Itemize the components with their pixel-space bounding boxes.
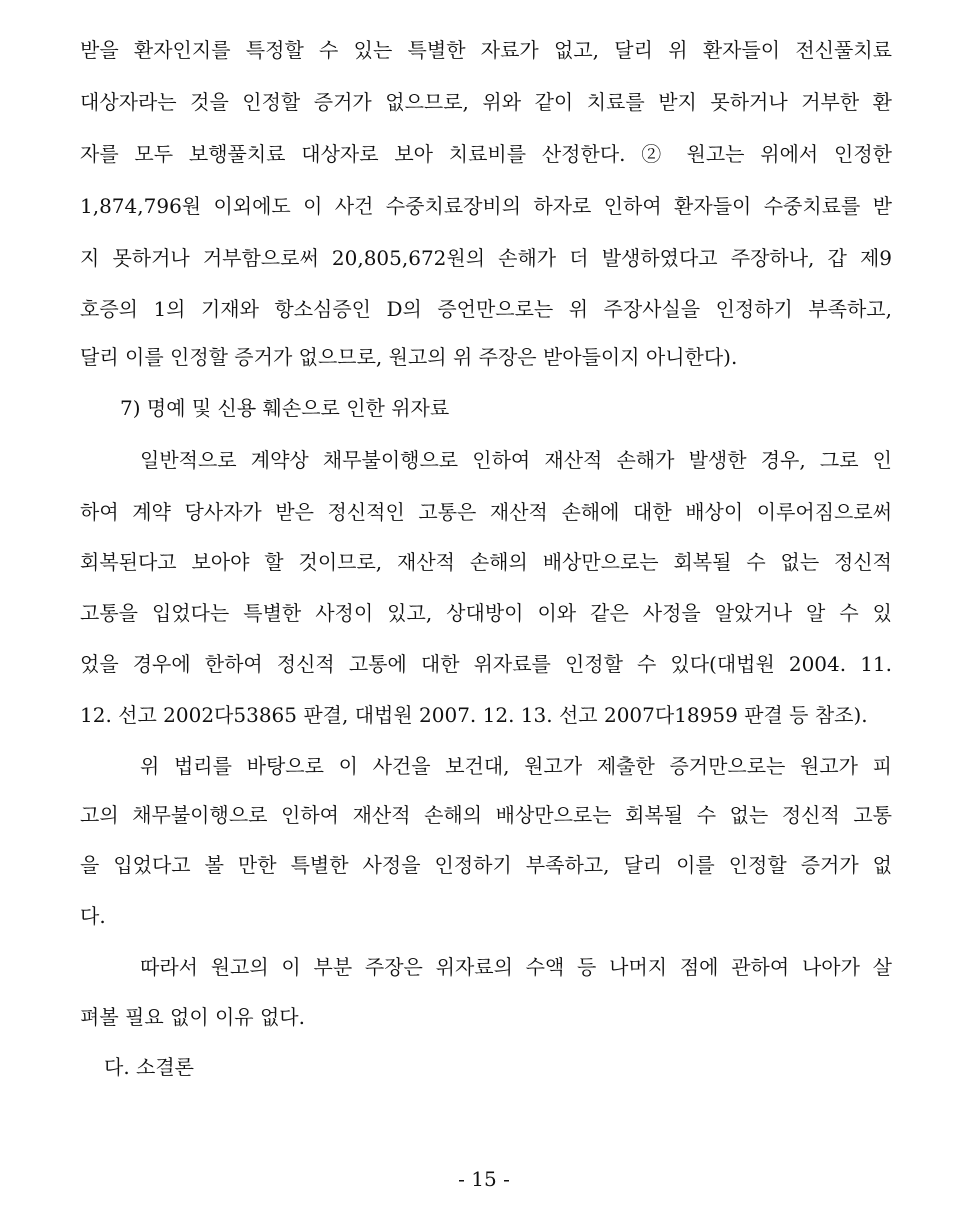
text-line: 하여 계약 당사자가 받은 정신적인 고통은 재산적 손해에 대한 배상이 이루어짐으로써 bbox=[80, 500, 892, 524]
text-line: 자를 모두 보행풀치료 대상자로 보아 치료비를 산정한다. ② 원고는 위에서 인정한 bbox=[80, 142, 892, 166]
text-line: 따라서 원고의 이 부분 주장은 위자료의 수액 등 나머지 점에 관하여 나아가 살 bbox=[140, 955, 892, 979]
text-line: 을 입었다고 볼 만한 특별한 사정을 인정하기 부족하고, 달리 이를 인정할 증거가 없 bbox=[80, 853, 892, 877]
text-line: 다. bbox=[80, 904, 106, 928]
page-number: - 15 - bbox=[458, 1167, 510, 1191]
text-line: 12. 선고 2002다53865 판결, 대법원 2007. 12. 13. 선고 2007다18959 판결 등 참조). bbox=[80, 703, 868, 727]
text-line: 지 못하거나 거부함으로써 20,805,672원의 손해가 더 발생하였다고 주장하나, 갑 제9 bbox=[80, 246, 892, 270]
text-line: 회복된다고 보아야 할 것이므로, 재산적 손해의 배상만으로는 회복될 수 없는 정신적 bbox=[80, 550, 892, 574]
text-line: 호증의 1의 기재와 항소심증인 D의 증언만으로는 위 주장사실을 인정하기 부족하고, bbox=[80, 297, 892, 321]
text-line: 위 법리를 바탕으로 이 사건을 보건대, 원고가 제출한 증거만으로는 원고가 피 bbox=[140, 754, 892, 778]
text-line: 었을 경우에 한하여 정신적 고통에 대한 위자료를 인정할 수 있다(대법원 2004. 11. bbox=[80, 652, 892, 676]
text-line: 일반적으로 계약상 채무불이행으로 인하여 재산적 손해가 발생한 경우, 그로 인 bbox=[140, 448, 892, 472]
text-line: 받을 환자인지를 특정할 수 있는 특별한 자료가 없고, 달리 위 환자들이 전신풀치료 bbox=[80, 38, 892, 62]
text-line: 1,874,796원 이외에도 이 사건 수중치료장비의 하자로 인하여 환자들이 수중치료를 받 bbox=[80, 194, 892, 218]
section-heading: 다. 소결론 bbox=[104, 1055, 194, 1079]
text-line: 달리 이를 인정할 증거가 없으므로, 원고의 위 주장은 받아들이지 아니한다). bbox=[80, 345, 738, 369]
text-line: 펴볼 필요 없이 이유 없다. bbox=[80, 1005, 305, 1029]
text-line: 대상자라는 것을 인정할 증거가 없으므로, 위와 같이 치료를 받지 못하거나 거부한 환 bbox=[80, 90, 892, 114]
section-heading: 7) 명예 및 신용 훼손으로 인한 위자료 bbox=[120, 396, 450, 420]
text-line: 고의 채무불이행으로 인하여 재산적 손해의 배상만으로는 회복될 수 없는 정신적 고통 bbox=[80, 803, 892, 827]
text-line: 고통을 입었다는 특별한 사정이 있고, 상대방이 이와 같은 사정을 알았거나 알 수 있 bbox=[80, 601, 892, 625]
